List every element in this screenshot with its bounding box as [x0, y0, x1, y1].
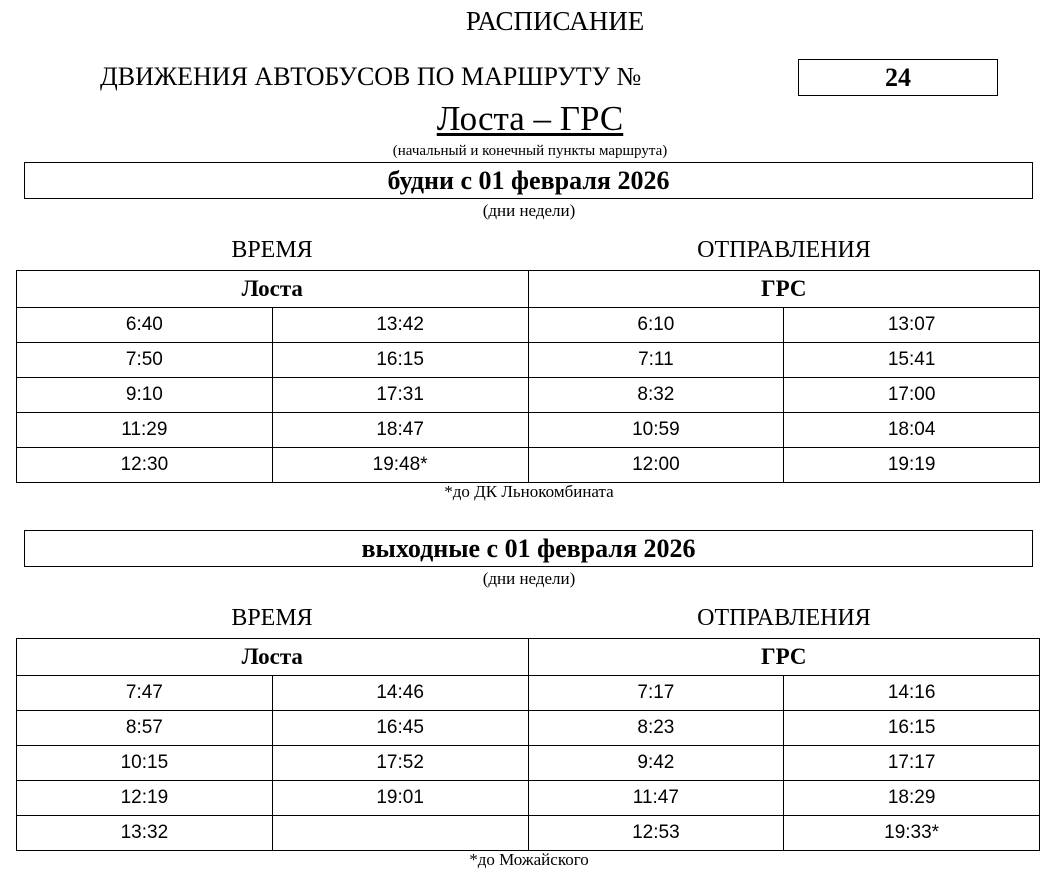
time-cell: 13:42: [272, 308, 528, 343]
time-cell: 18:29: [784, 781, 1040, 816]
table-row: [17, 816, 1040, 851]
time-cell: 17:31: [272, 378, 528, 413]
time-cell: 10:15: [17, 746, 273, 781]
table-row: [17, 413, 1040, 448]
table-row: [17, 308, 1040, 343]
time-cell: 14:16: [784, 676, 1040, 711]
time-cell: [272, 816, 528, 851]
route-name: Лоста – ГРС: [436, 99, 624, 138]
table-row: [17, 378, 1040, 413]
time-cell: 7:17: [528, 676, 784, 711]
days-box: будни с 01 февраля 2026: [24, 162, 1033, 199]
route-number: 24: [798, 59, 998, 96]
table-row: [17, 448, 1040, 483]
table-row: [17, 676, 1040, 711]
doc-subtitle: ДВИЖЕНИЯ АВТОБУСОВ ПО МАРШРУТУ №: [100, 62, 642, 91]
time-cell: 13:32: [17, 816, 273, 851]
time-cell: 13:07: [784, 308, 1040, 343]
time-cell: 7:47: [17, 676, 273, 711]
time-cell: 12:19: [17, 781, 273, 816]
time-cell: 6:40: [17, 308, 273, 343]
time-cell: 15:41: [784, 343, 1040, 378]
time-cell: 7:11: [528, 343, 784, 378]
doc-title: РАСПИСАНИЕ: [465, 6, 645, 36]
time-cell: 11:29: [17, 413, 273, 448]
heading-departure: ОТПРАВЛЕНИЯ: [697, 605, 871, 631]
route-note: (начальный и конечный пункты маршрута): [392, 143, 668, 159]
time-cell: 17:52: [272, 746, 528, 781]
time-cell: 9:10: [17, 378, 273, 413]
table-row: [17, 343, 1040, 378]
footnote: *до ДК Льнокомбината: [444, 482, 614, 501]
time-cell: 18:47: [272, 413, 528, 448]
time-cell: 12:53: [528, 816, 784, 851]
stop-header: Лоста: [17, 271, 529, 308]
time-cell: 16:15: [784, 711, 1040, 746]
table-row: [17, 781, 1040, 816]
days-note: (дни недели): [482, 201, 576, 220]
time-cell: 16:45: [272, 711, 528, 746]
time-cell: 12:30: [17, 448, 273, 483]
time-cell: 19:33*: [784, 816, 1040, 851]
time-cell: 19:48*: [272, 448, 528, 483]
time-cell: 19:19: [784, 448, 1040, 483]
time-cell: 8:23: [528, 711, 784, 746]
table-row: [17, 746, 1040, 781]
time-cell: 19:01: [272, 781, 528, 816]
table-row: [17, 711, 1040, 746]
stop-header: Лоста: [17, 639, 529, 676]
days-box: выходные с 01 февраля 2026: [24, 530, 1033, 567]
heading-departure: ОТПРАВЛЕНИЯ: [697, 237, 871, 263]
heading-time: ВРЕМЯ: [231, 605, 313, 631]
time-cell: 18:04: [784, 413, 1040, 448]
time-cell: 11:47: [528, 781, 784, 816]
stop-header: ГРС: [528, 639, 1040, 676]
schedule-table: [16, 638, 1040, 851]
time-cell: 7:50: [17, 343, 273, 378]
time-cell: 10:59: [528, 413, 784, 448]
time-cell: 12:00: [528, 448, 784, 483]
time-cell: 8:57: [17, 711, 273, 746]
time-cell: 17:00: [784, 378, 1040, 413]
time-cell: 9:42: [528, 746, 784, 781]
heading-time: ВРЕМЯ: [231, 237, 313, 263]
days-note: (дни недели): [482, 569, 576, 588]
stop-header: ГРС: [528, 271, 1040, 308]
time-cell: 14:46: [272, 676, 528, 711]
time-cell: 6:10: [528, 308, 784, 343]
time-cell: 17:17: [784, 746, 1040, 781]
footnote: *до Можайского: [469, 850, 589, 869]
schedule-table: [16, 270, 1040, 483]
time-cell: 16:15: [272, 343, 528, 378]
time-cell: 8:32: [528, 378, 784, 413]
